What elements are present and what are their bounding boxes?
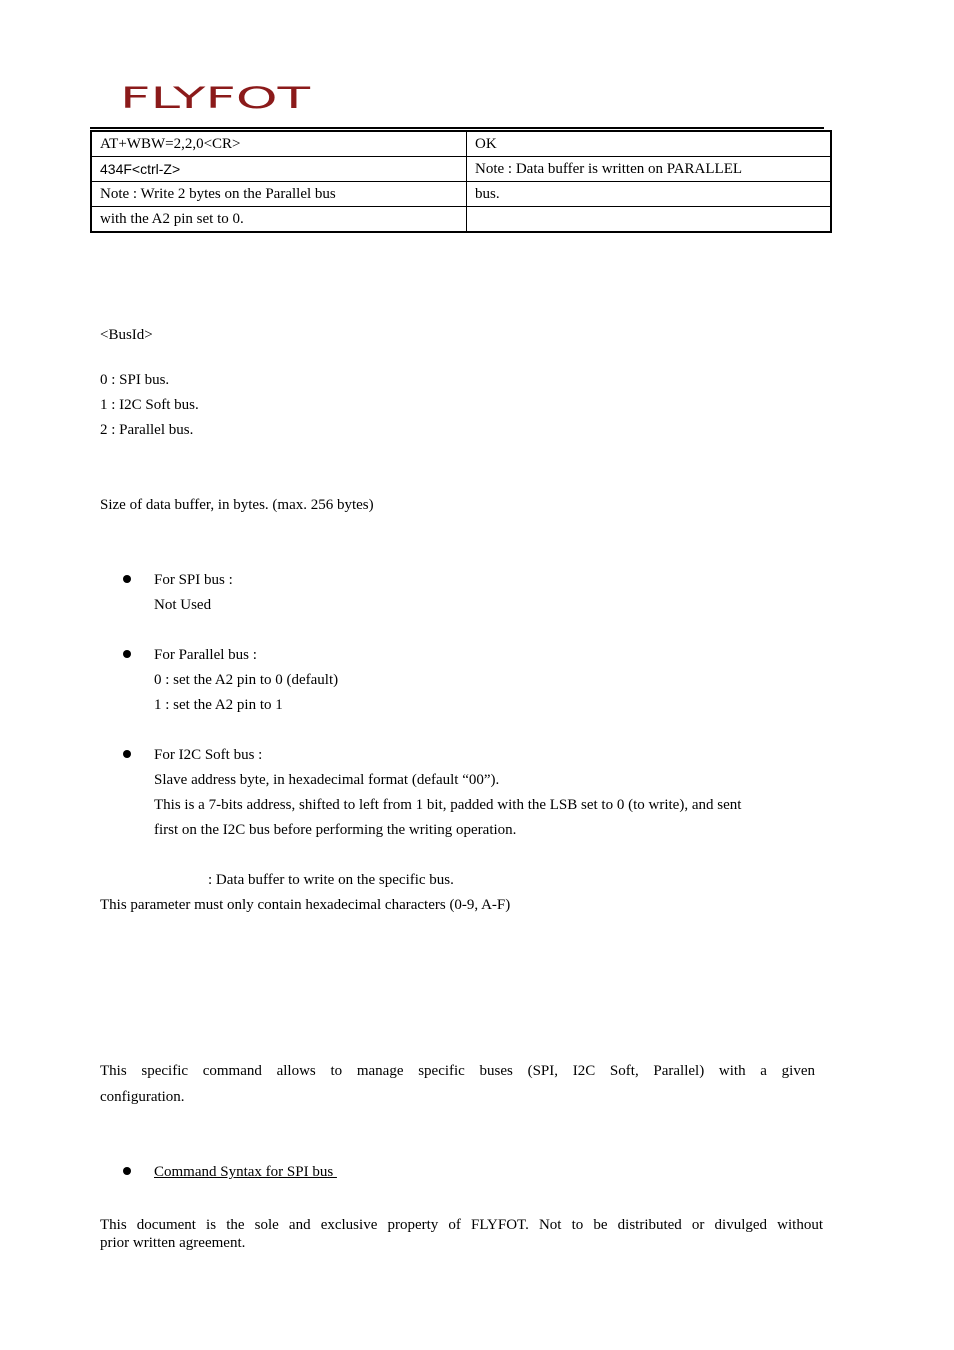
table-row (91, 131, 831, 157)
i2c-bus-line: This is a 7-bits address, shifted to left from 1 bit, padded with the LSB set to 0 (to write), and sent (154, 797, 742, 813)
footer-line: This document is the sole and exclusive property of FLYFOT. Not to be distributed or divulged without (100, 1217, 823, 1233)
footer-notice (100, 1216, 823, 1252)
footer-line: prior written agreement. (100, 1235, 246, 1251)
table-cell: Note : Data buffer is written on PARALLEL (467, 157, 832, 182)
parallel-bus-line: 1 : set the A2 pin to 1 (154, 697, 283, 713)
busid-label: <BusId> (100, 327, 153, 343)
table-cell: 434F<ctrl-Z> (91, 157, 467, 182)
bullet-icon (123, 750, 131, 758)
busid-option: 2 : Parallel bus. (100, 422, 194, 438)
size-description: Size of data buffer, in bytes. (max. 256 bytes) (100, 497, 374, 513)
table-cell: AT+WBW=2,2,0<CR> (91, 131, 467, 157)
logo-text: FLYFOT (120, 84, 311, 110)
i2c-bus-title: For I2C Soft bus : (154, 747, 263, 763)
spi-bus-line: Not Used (154, 597, 212, 613)
parallel-bus-line: 0 : set the A2 pin to 0 (default) (154, 672, 339, 688)
spi-syntax-link[interactable]: Command Syntax for SPI bus (154, 1164, 337, 1180)
table-cell (467, 207, 832, 233)
bullet-icon (123, 575, 131, 583)
busid-option: 0 : SPI bus. (100, 372, 170, 388)
i2c-bus-line: Slave address byte, in hexadecimal format (default “00”). (154, 772, 500, 788)
flyfot-logo (120, 84, 312, 110)
header-rule (90, 127, 824, 129)
table-row (91, 207, 831, 233)
command-example-table (90, 130, 832, 233)
description-line: configuration. (100, 1089, 185, 1105)
busid-option: 1 : I2C Soft bus. (100, 397, 199, 413)
spi-bus-title: For SPI bus : (154, 572, 233, 588)
table-row (91, 182, 831, 207)
description-line: This specific command allows to manage specific buses (SPI, I2C Soft, Parallel) with a given (100, 1063, 815, 1079)
parallel-bus-title: For Parallel bus : (154, 647, 257, 663)
table-row (91, 157, 831, 182)
table-cell: Note : Write 2 bytes on the Parallel bus (91, 182, 467, 207)
bullet-icon (123, 1167, 131, 1175)
table-cell: OK (467, 131, 832, 157)
data-param-note: This parameter must only contain hexadecimal characters (0-9, A-F) (100, 897, 511, 913)
data-param-description: : Data buffer to write on the specific bus. (208, 872, 454, 888)
table-cell: bus. (467, 182, 832, 207)
table-cell: with the A2 pin set to 0. (91, 207, 467, 233)
i2c-bus-line: first on the I2C bus before performing the writing operation. (154, 822, 517, 838)
bullet-icon (123, 650, 131, 658)
